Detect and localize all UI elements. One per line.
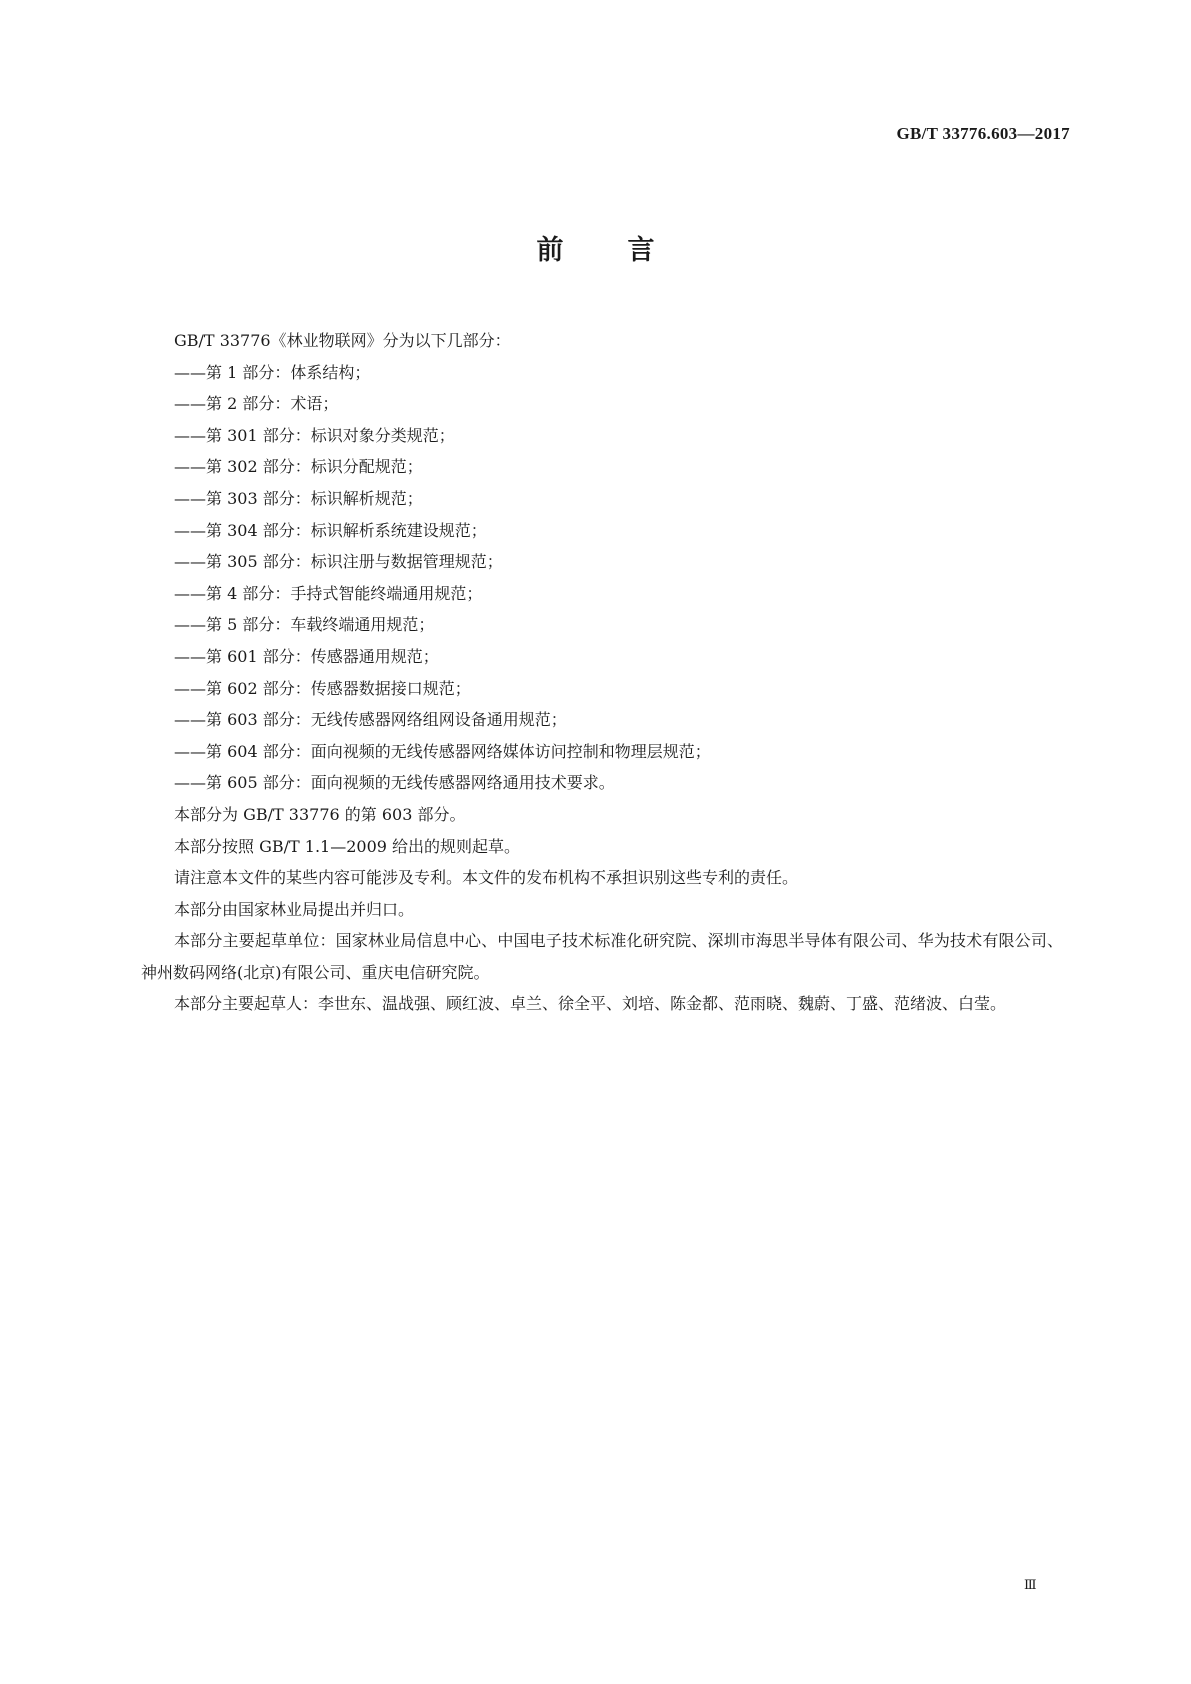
part-list-item: ——第 304 部分：标识解析系统建设规范； [174, 520, 487, 540]
title-char-2: 言 [627, 235, 655, 266]
part-list-item: ——第 605 部分：面向视频的无线传感器网络通用技术要求。 [174, 773, 615, 793]
title-char-1: 前 [536, 235, 564, 266]
standard-code: GB/T 33776.603—2017 [896, 124, 1070, 143]
proposer-statement: 本部分由国家林业局提出并归口。 [174, 899, 415, 919]
part-list-item: ——第 602 部分：传感器数据接口规范； [174, 678, 471, 698]
page-title [0, 228, 1191, 267]
foreword-body [141, 325, 1063, 1020]
drafting-rule-statement: 本部分按照 GB/T 1.1—2009 给出的规则起草。 [174, 836, 521, 856]
part-list-item: ——第 603 部分：无线传感器网络组网设备通用规范； [174, 710, 567, 730]
drafting-organizations: 本部分主要起草单位：国家林业局信息中心、中国电子技术标准化研究院、深圳市海思半导体有限公司、华为技术有限公司、神州数码网络(北京)有限公司、重庆电信研究院。 [141, 931, 1063, 982]
part-list-item: ——第 1 部分：体系结构； [174, 362, 371, 382]
part-statement: 本部分为 GB/T 33776 的第 603 部分。 [174, 804, 466, 824]
drafters: 本部分主要起草人：李世东、温战强、顾红波、卓兰、徐全平、刘培、陈金都、范雨晓、魏蔚、丁盛、范绪波、白莹。 [174, 994, 1007, 1014]
part-list-item: ——第 601 部分：传感器通用规范； [174, 646, 439, 666]
patent-notice: 请注意本文件的某些内容可能涉及专利。本文件的发布机构不承担识别这些专利的责任。 [174, 868, 799, 888]
part-list-item: ——第 2 部分：术语； [174, 394, 339, 414]
part-list-item: ——第 4 部分：手持式智能终端通用规范； [174, 583, 483, 603]
part-list-item: ——第 301 部分：标识对象分类规范； [174, 425, 455, 445]
page-number: Ⅲ [1023, 1577, 1037, 1592]
part-list-item: ——第 604 部分：面向视频的无线传感器网络媒体访问控制和物理层规范； [174, 741, 711, 761]
part-list-item: ——第 303 部分：标识解析规范； [174, 488, 423, 508]
part-list-item: ——第 5 部分：车载终端通用规范； [174, 615, 435, 635]
part-list-item: ——第 302 部分：标识分配规范； [174, 457, 423, 477]
intro-paragraph: GB/T 33776《林业物联网》分为以下几部分： [174, 331, 511, 350]
part-list-item: ——第 305 部分：标识注册与数据管理规范； [174, 552, 503, 572]
